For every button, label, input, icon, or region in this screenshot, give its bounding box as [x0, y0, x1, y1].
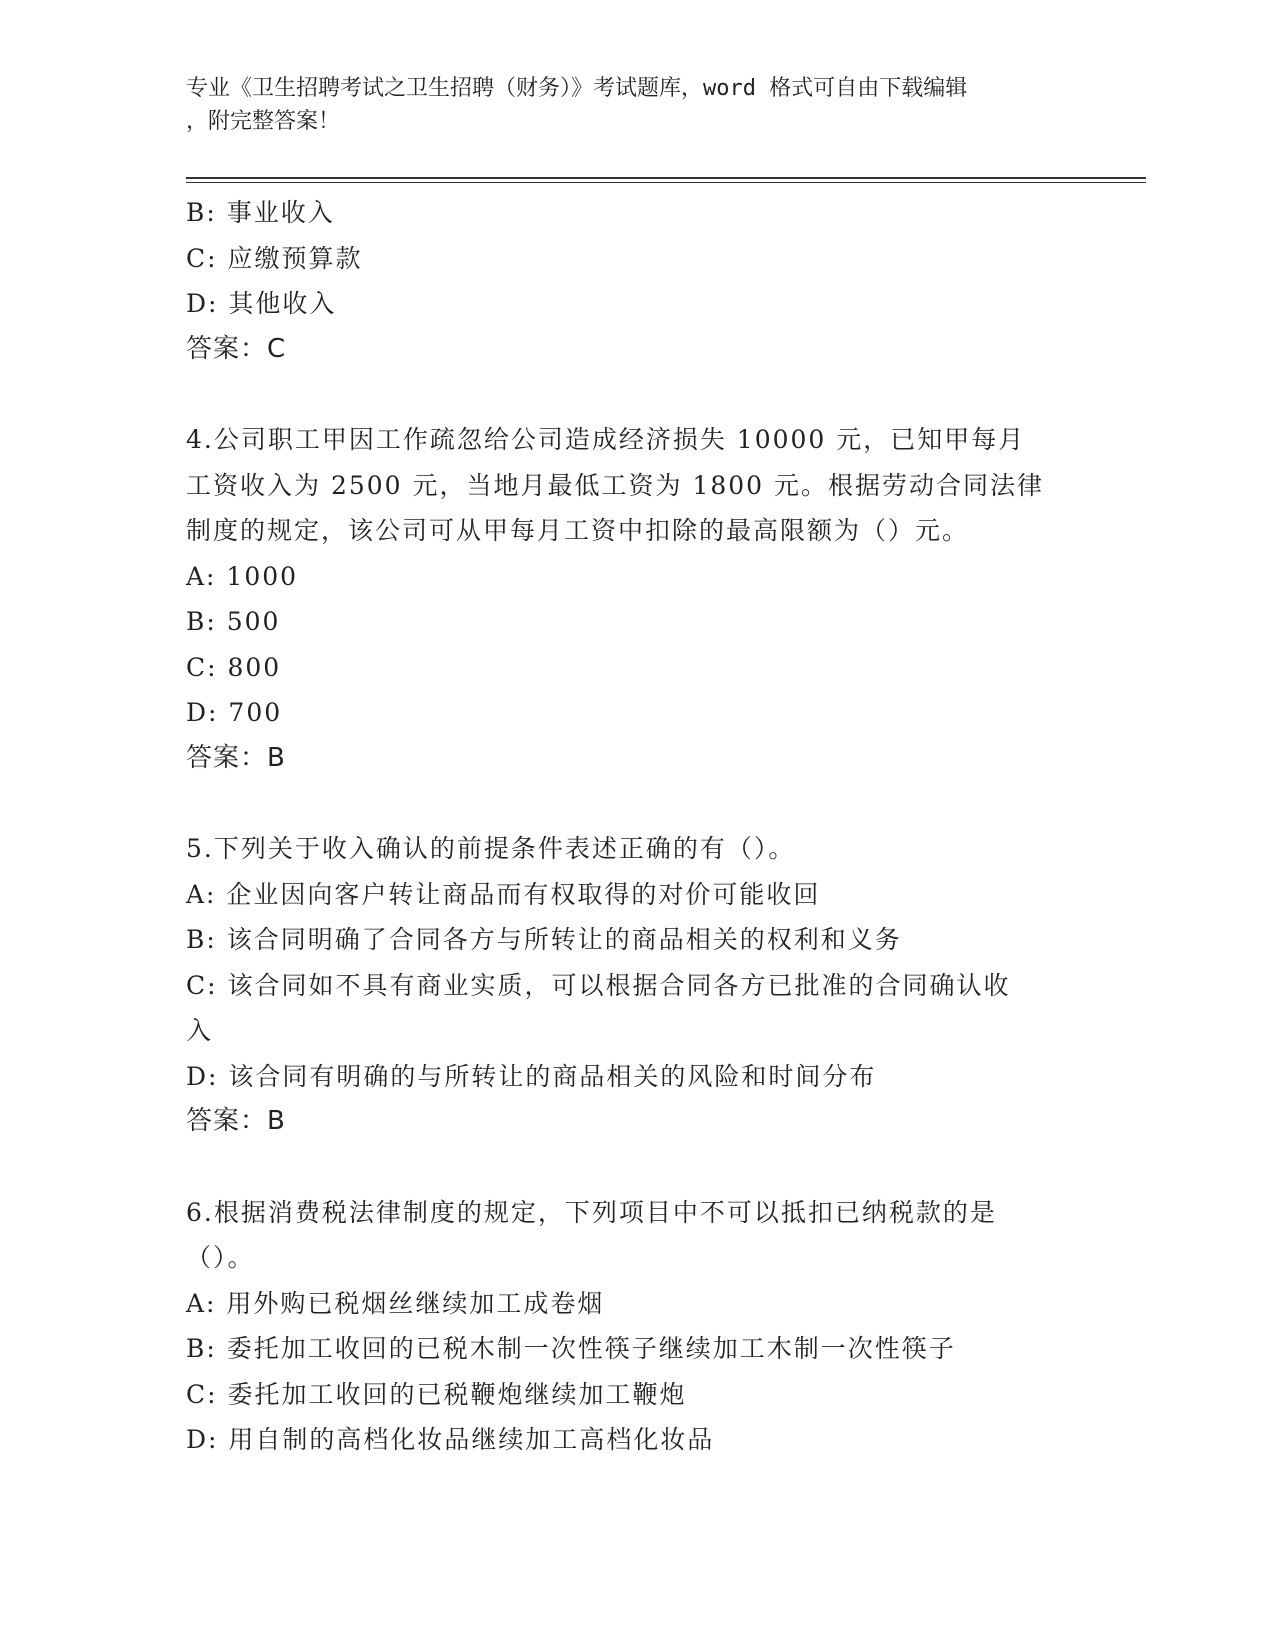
header-line-1: 专业《卫生招聘考试之卫生招聘（财务）》考试题库，word 格式可自由下载编辑 — [186, 76, 968, 101]
spacer — [186, 1145, 1066, 1190]
option-d: D: 该合同有明确的与所转让的商品相关的风险和时间分布 — [186, 1061, 877, 1091]
question-stem-line: 6.根据消费税法律制度的规定，下列项目中不可以抵扣已纳税款的是 — [186, 1197, 997, 1227]
option-d: D: 其他收入 — [186, 289, 337, 318]
page-header — [186, 72, 1066, 138]
option-c-continuation: 入 — [186, 1016, 214, 1045]
option-b: B: 500 — [186, 607, 281, 636]
option-b: B: 该合同明确了合同各方与所转让的商品相关的权利和义务 — [186, 925, 902, 954]
header-rule-thin — [186, 182, 1146, 183]
option-d: D: 用自制的高档化妆品继续加工高档化妆品 — [186, 1425, 715, 1454]
question-6 — [186, 1190, 1066, 1463]
document-body — [186, 190, 1066, 1463]
question-stem-line: （）。 — [186, 1243, 255, 1272]
option-d: D: 700 — [186, 698, 283, 727]
spacer — [186, 372, 1066, 417]
question-stem-line: 制度的规定，该公司可从甲每月工资中扣除的最高限额为（）元。 — [186, 516, 970, 545]
header-line-2: ，附完整答案！ — [186, 109, 341, 134]
option-c: C: 委托加工收回的已税鞭炮继续加工鞭炮 — [186, 1379, 687, 1409]
option-b: B: 委托加工收回的已税木制一次性筷子继续加工木制一次性筷子 — [186, 1334, 956, 1363]
question-stem-line: 4.公司职工甲因工作疏忽给公司造成经济损失 10000 元，已知甲每月 — [186, 425, 1026, 454]
spacer — [186, 781, 1066, 826]
option-a: A: 企业因向客户转让商品而有权取得的对价可能收回 — [186, 879, 821, 909]
option-c: C: 应缴预算款 — [186, 243, 363, 273]
question-stem-line: 5.下列关于收入确认的前提条件表述正确的有（）。 — [186, 834, 796, 863]
option-a: A: 1000 — [186, 561, 299, 591]
question-5 — [186, 826, 1066, 1145]
option-b: B: 事业收入 — [186, 198, 335, 227]
question-4 — [186, 417, 1066, 781]
question-stem-line: 工资收入为 2500 元，当地月最低工资为 1800 元。根据劳动合同法律 — [186, 470, 1045, 500]
option-c: C: 800 — [186, 652, 282, 682]
header-rule-thick — [186, 177, 1146, 179]
answer-line: 答案：B — [186, 1106, 286, 1136]
answer-line: 答案：B — [186, 742, 286, 773]
option-a: A: 用外购已税烟丝继续加工成卷烟 — [186, 1288, 605, 1318]
answer-line: 答案：C — [186, 333, 287, 364]
question-3-tail — [186, 190, 1066, 372]
option-c: C: 该合同如不具有商业实质，可以根据合同各方已批准的合同确认收 — [186, 970, 1011, 1000]
